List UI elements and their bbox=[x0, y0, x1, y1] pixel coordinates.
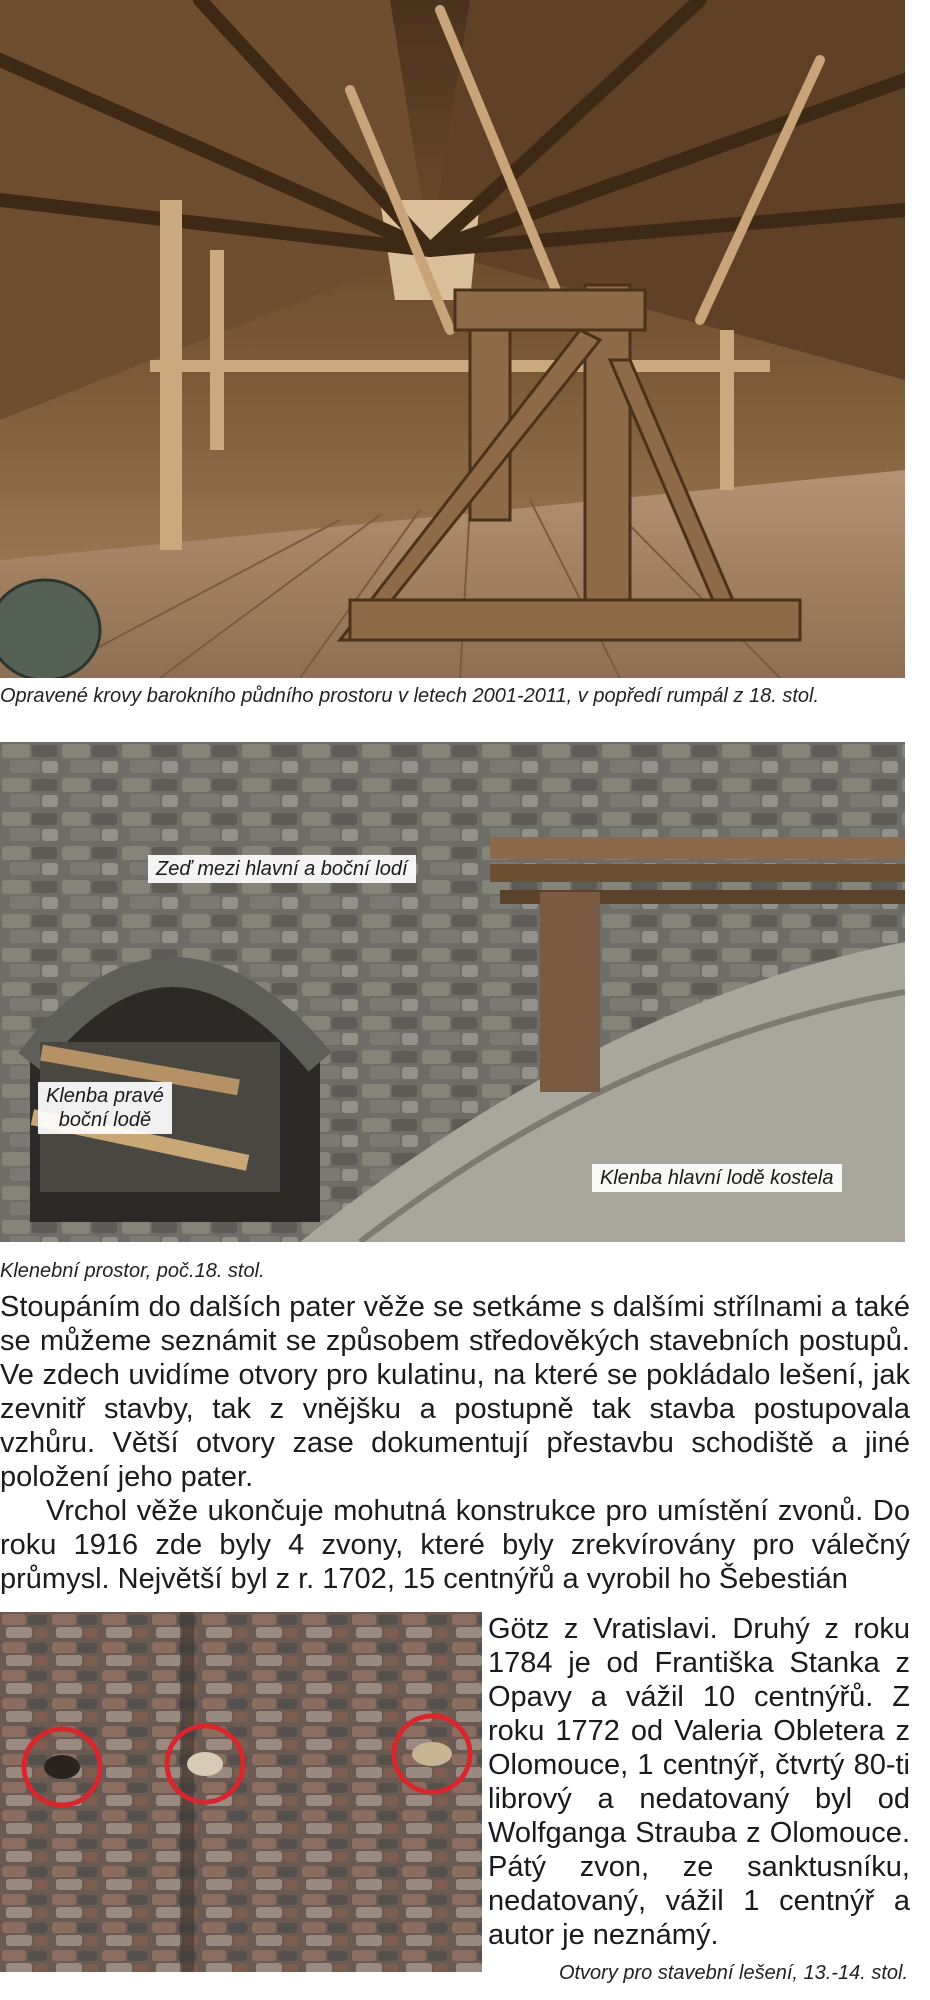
paragraph-2: Vrchol věže ukončuje mohutná konstrukce pro umístění zvonů. Do roku 1916 zde byly 4 zvony, které byly zrekvírovány pro válečný průmysl. Největší byl z r. 1702, 15 centnýřů a vyrobil ho Šebestián bbox=[0, 1495, 910, 1595]
scaffold-illustration bbox=[0, 1612, 482, 1972]
attic-illustration bbox=[0, 0, 905, 678]
scaffold-caption: Otvory pro stavební lešení, 13.-14. stol. bbox=[558, 1962, 908, 1984]
attic-caption: Opravené krovy barokního půdního prostoru v letech 2001-2011, v popředí rumpál z 18. stol. bbox=[0, 685, 820, 707]
attic-photo bbox=[0, 0, 905, 678]
scaffold-photo bbox=[0, 1612, 482, 1972]
right-vault-label-line1: Klenba pravé bbox=[46, 1085, 164, 1107]
right-vault-label bbox=[38, 1082, 172, 1134]
wall-label: Zeď mezi hlavní a boční lodí bbox=[148, 855, 416, 883]
vault-caption: Klenební prostor, poč.18. stol. bbox=[0, 1260, 265, 1282]
main-vault-label: Klenba hlavní lodě kostela bbox=[592, 1164, 842, 1192]
right-vault-label-line2: boční lodě bbox=[58, 1109, 152, 1131]
paragraph-1: Stoupáním do dalších pater věže se setkáme s dalšími střílnami a také se můžeme seznámit se způsobem středověkých stavebních postupů. Ve zdech uvidíme otvory pro kulatinu, na které se pokládalo lešení, jak zevnitř stavby, tak z vnějšku a postupně tak stavba postupovala vzhůru. Větší otvory zase dokumentují přestavbu schodiště a jiné položení jeho pater. bbox=[0, 1291, 910, 1493]
article-body bbox=[0, 1290, 910, 1596]
paragraph-2-continued: Götz z Vratislavi. Druhý z roku 1784 je od Františka Stanka z Opavy a vážil 10 centnýřů. Z roku 1772 od Valeria Obletera z Olomouce, 1 centnýř, čtvrtý 80-ti librový a nedatovaný byl od Wolfganga Strauba z Olomouce. Pátý zvon, ze sanktusníku, nedatovaný, vážil 1 centnýř a autor je neznámý. bbox=[488, 1613, 910, 1951]
